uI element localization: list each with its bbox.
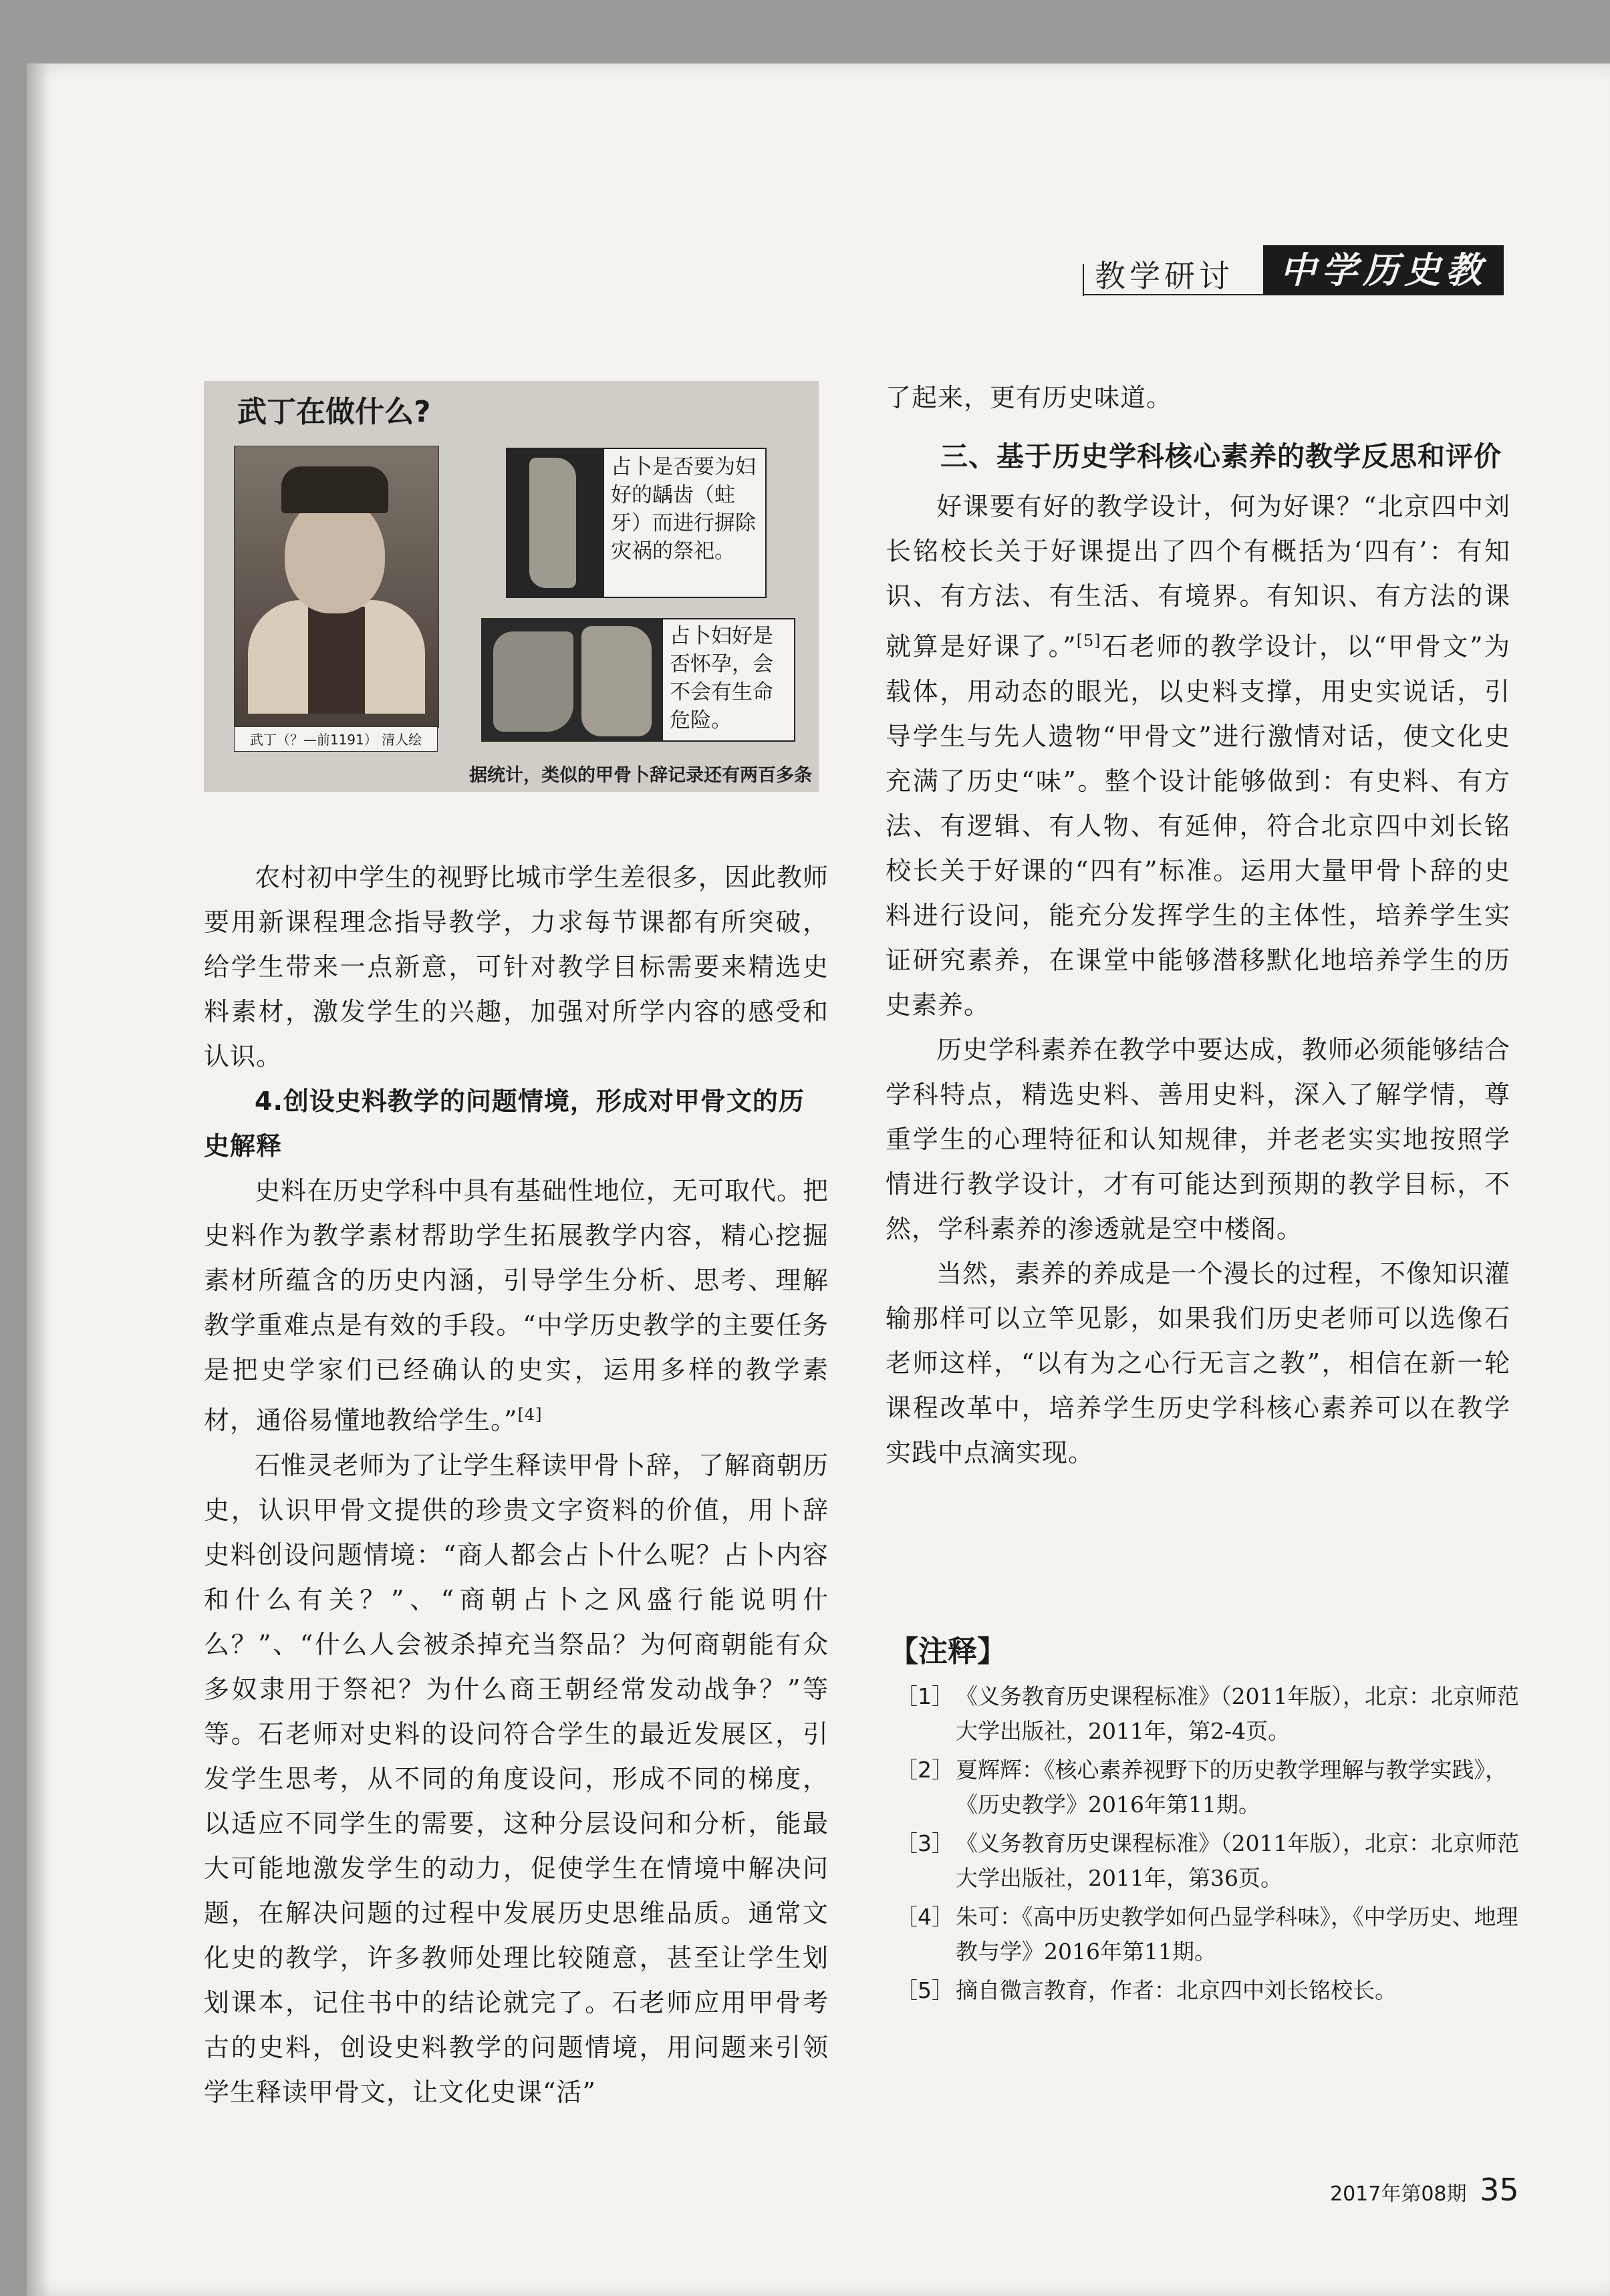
issue-label: 2017年第08期: [1330, 2182, 1467, 2206]
section-label: 教学研讨: [1095, 258, 1234, 294]
right-column: [886, 376, 1510, 1475]
left-column: [204, 855, 829, 2115]
note-item: ［1］ 《义务教育历史课程标准》（2011年版），北京：北京师范大学出版社，2011年，第2-4页。: [896, 1683, 1519, 1744]
oracle-bone-photo: [506, 448, 603, 598]
figure-box: [204, 381, 819, 792]
callout-toothache: 占卜是否要为妇好的龋齿（蛀牙）而进行摒除灾祸的祭祀。: [603, 448, 767, 598]
paragraph: 历史学科素养在教学中要达成，教师必须能够结合学科特点，精选史料、善用史料，深入了解学情，尊重学生的心理特征和认知规律，并老老实实地按照学情进行教学设计，才有可能达到预期的教学目标，不然，学科素养的渗透就是空中楼阁。: [886, 1034, 1510, 1244]
paragraph: 石惟灵老师为了让学生释读甲骨卜辞，了解商朝历史，认识甲骨文提供的珍贵文字资料的价值，用卜辞史料创设问题情境：“商人都会占卜什么呢？占卜内容和什么有关？”、“商朝占卜之风盛行能说明什么？”、“什么人会被杀掉充当祭品？为何商朝能有众多奴隶用于祭祀？为什么商王朝经常发动战争？”等等。石老师对史料的设问符合学生的最近发展区，引发学生思考，从不同的角度设问，形成不同的梯度，以适应不同学生的需要，这种分层设问和分析，能最大可能地激发学生的动力，促使学生在情境中解决问题，在解决问题的过程中发展历史思维品质。通常文化史的教学，许多教师处理比较随意，甚至让学生划划课本，记住书中的结论就完了。石老师应用甲骨考古的史料，创设史料教学的问题情境，用问题来引领学生释读甲骨文，让文化史课“活”: [204, 1450, 829, 2107]
portrait-caption: 武丁（？—前1191） 清人绘: [234, 726, 438, 752]
note-item: ［3］ 《义务教育历史课程标准》（2011年版），北京：北京师范大学出版社，2011年，第36页。: [896, 1830, 1519, 1891]
figure-note: 据统计，类似的甲骨卜辞记录还有两百多条: [469, 765, 812, 786]
document-page: [27, 63, 1610, 2296]
paragraph: 当然，素养的养成是一个漫长的过程，不像知识灌输那样可以立竿见影，如果我们历史老师可以选像石老师这样，“以有为之心行无言之教”，相信在新一轮课程改革中，培养学生历史学科核心素养可以在教学实践中点滴实现。: [886, 1258, 1510, 1467]
paragraph: 了起来，更有历史味道。: [886, 383, 1173, 412]
wuding-portrait: [234, 446, 439, 728]
citation: [4]: [517, 1405, 543, 1424]
paragraph: 农村初中学生的视野比城市学生差很多，因此教师要用新课程理念指导教学，力求每节课都有所突破，给学生带来一点新意，可针对教学目标需要来精选史料素材，激发学生的兴趣，加强对所学内容的感受和认识。: [204, 863, 829, 1071]
note-item: ［5］ 摘自微言教育，作者：北京四中刘长铭校长。: [896, 1977, 1397, 2003]
header-tick: [1083, 264, 1084, 296]
notes-heading: 【注释】: [889, 1634, 1007, 1669]
oracle-bone-photo: [481, 618, 662, 742]
section-heading: 三、基于历史学科核心素养的教学反思和评价: [940, 440, 1502, 472]
notes-list: [896, 1679, 1520, 2012]
callout-pregnancy: 占卜妇好是否怀孕，会不会有生命危险。: [662, 618, 795, 742]
page-footer: [1330, 2172, 1519, 2208]
page-number: 35: [1480, 2172, 1519, 2208]
note-item: ［2］ 夏辉辉：《核心素养视野下的历史教学理解与教学实践》，《历史教学》2016年第11期。: [896, 1757, 1507, 1818]
subheading: 4.创设史料教学的问题情境，形成对甲骨文的历史解释: [204, 1087, 805, 1161]
paragraph: 好课要有好的教学设计，何为好课？“北京四中刘长铭校长关于好课提出了四个有概括为‘四有’：有知识、有方法、有生活、有境界。有知识、有方法的课就算是好课了。”[5]石老师的教学设计，以“甲骨文”为载体，用动态的眼光，以史料支撑，用史实说话，引导学生与先人遗物“甲骨文”进行激情对话，使文化史充满了历史“味”。整个设计能够做到：有史料、有方法、有逻辑、有人物、有延伸，符合北京四中刘长铭校长关于好课的“四有”标准。运用大量甲骨卜辞的史料进行设问，能充分发挥学生的主体性，培养学生实证研究素养，在课堂中能够潜移默化地培养学生的历史素养。: [886, 492, 1510, 1020]
journal-brand: 中学历史教学: [1263, 245, 1504, 295]
paragraph: 史料在历史学科中具有基础性地位，无可取代。把史料作为教学素材帮助学生拓展教学内容，精心挖掘素材所蕴含的历史内涵，引导学生分析、思考、理解教学重难点是有效的手段。“中学历史教学的主要任务是把史学家们已经确认的史实，运用多样的教学素材，通俗易懂地教给学生。”[4]: [204, 1176, 829, 1435]
note-item: ［4］ 朱可：《高中历史教学如何凸显学科味》，《中学历史、地理教与学》2016年第11期。: [896, 1904, 1518, 1965]
citation: [5]: [1076, 631, 1101, 650]
figure-title: 武丁在做什么?: [237, 395, 431, 429]
